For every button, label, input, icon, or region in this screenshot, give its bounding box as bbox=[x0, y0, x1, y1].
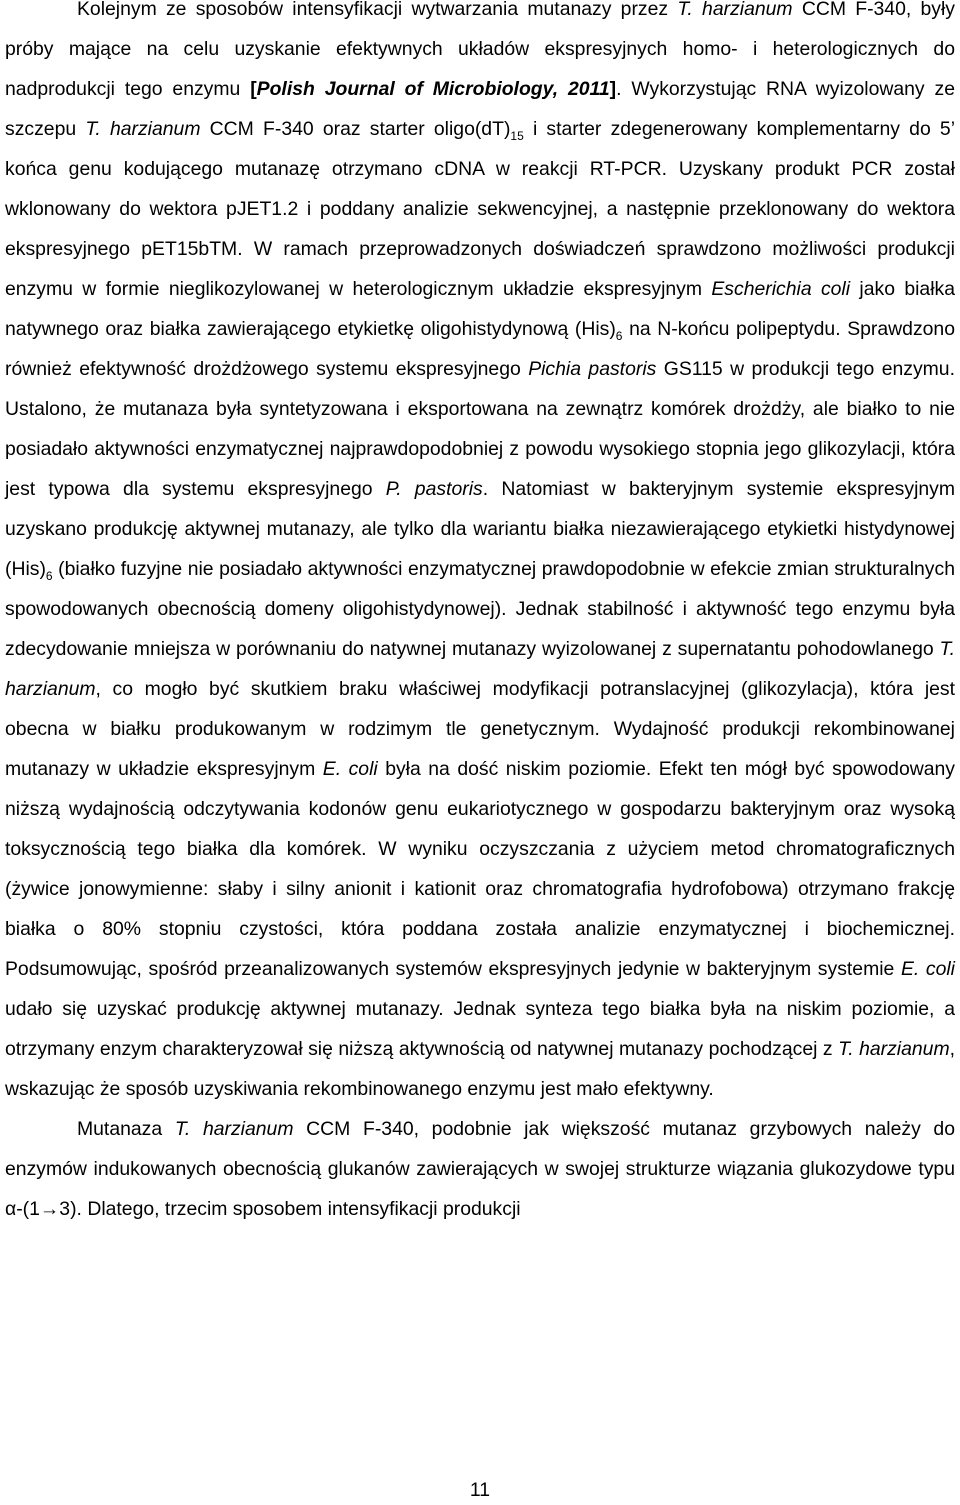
text-run: jako białka natywnego oraz białka zawierającego etykietkę oligohistydynową (His) bbox=[5, 278, 956, 340]
text-run: . Natomiast w bakteryjnym systemie ekspresyjnym uzyskano produkcję aktywnej mutanazy, ale tylko dla wariantu białka niezawierającego etykietki histydynowej (His) bbox=[5, 478, 956, 580]
text-run: CCM F-340, były próby mające na celu uzyskanie efektywnych układów ekspresyjnych homo- i heterologicznych do nadprodukcji tego enzymu bbox=[5, 0, 955, 100]
page-number: 11 bbox=[469, 1479, 491, 1501]
text-run: [ bbox=[250, 78, 257, 100]
text-run: udało się uzyskać produkcję aktywnej mutanazy. Jednak synteza tego białka była na niskim poziomie, a otrzymany enzym charakteryzował się niższą aktywnością od natywnej mutanazy pochodzącej z bbox=[5, 998, 955, 1060]
text-run: P. pastoris bbox=[385, 478, 483, 500]
citation: Polish Journal of Microbiology, 2011 bbox=[256, 78, 610, 100]
text-run: ] bbox=[609, 78, 617, 100]
text-run: Escherichia coli bbox=[711, 278, 851, 300]
text-run: T. harzianum bbox=[174, 1118, 294, 1140]
text-run: CCM F-340 oraz starter oligo(dT) bbox=[200, 118, 511, 140]
text-run: , wskazując że sposób uzyskiwania rekombinowanego enzymu jest mało efektywny. bbox=[5, 1038, 955, 1100]
text-run: i starter zdegenerowany komplementarny do 5’ końca genu kodującego mutanazę otrzymano cDNA w reakcji RT-PCR. Uzyskany produkt PCR został wklonowany do wektora pJET1.2 i poddany analizie sekwencyjnej, a następnie przeklonowany do wektora ekspresyjnego pET15bTM. W ramach przeprowadzonych doświadczeń sprawdzono możliwości produkcji enzymu w formie nieglikozylowanej w heterologicznym układzie ekspresyjnym bbox=[5, 118, 956, 300]
subscript: 6 bbox=[45, 568, 53, 583]
paragraph bbox=[5, 0, 955, 1109]
text-run: . Wykorzystując RNA wyizolowany ze szczepu bbox=[5, 78, 955, 140]
text-run: Mutanaza bbox=[77, 1118, 175, 1140]
text-run: na N-końcu polipeptydu. Sprawdzono również efektywność drożdżowego systemu ekspresyjnego bbox=[5, 318, 955, 380]
text-run: E. coli bbox=[900, 958, 955, 980]
text-run: T. harzianum bbox=[85, 118, 201, 140]
document-page bbox=[5, 0, 955, 1229]
text-run: , co mogło być skutkiem braku właściwej modyfikacji potranslacyjnej (glikozylacja), która jest obecna w białku produkowanym w rodzimym tle genetycznym. Wydajność produkcji rekombinowanej mutanazy w układzie ekspresyjnym bbox=[5, 678, 955, 780]
text-run: T. harzianum bbox=[5, 638, 955, 700]
text-run: była na dość niskim poziomie. Efekt ten mógł być spowodowany niższą wydajnością odczytywania kodonów genu eukariotycznego w gospodarzu bakteryjnym oraz wysoką toksycznością tego białka dla komórek. W wyniku oczyszczania z użyciem metod chromatograficznych (żywice jonowymienne: słaby i silny anionit i kationit oraz chromatografia hydrofobowa) otrzymano frakcję białka o 80% stopniu czystości, która poddana została analizie enzymatycznej i biochemicznej. Podsumowując, spośród przeanalizowanych systemów ekspresyjnych jedynie w bakteryjnym systemie bbox=[5, 758, 955, 980]
subscript: 15 bbox=[510, 128, 524, 143]
subscript: 6 bbox=[615, 328, 623, 343]
text-run: GS115 w produkcji tego enzymu. Ustalono, że mutanaza była syntetyzowana i eksportowana na zewnątrz komórek drożdży, ale białko to nie posiadało aktywności enzymatycznej najprawdopodobniej z powodu wysokiego stopnia jego glikozylacji, która jest typowa dla systemu ekspresyjnego bbox=[5, 358, 955, 500]
text-run: T. harzianum bbox=[838, 1038, 950, 1060]
text-run: (białko fuzyjne nie posiadało aktywności enzymatycznej prawdopodobnie w efekcie zmian strukturalnych spowodowanych obecnością domeny oligohistydynowej). Jednak stabilność i aktywność tego enzymu była zdecydowanie mniejsza w porównaniu do natywnej mutanazy wyizolowanej z supernatantu pohodowlanego bbox=[5, 558, 955, 660]
text-run: E. coli bbox=[322, 758, 378, 780]
text-run: Pichia pastoris bbox=[528, 358, 657, 380]
text-run: T. harzianum bbox=[677, 0, 793, 20]
text-run: Kolejnym ze sposobów intensyfikacji wytwarzania mutanazy przez bbox=[77, 0, 678, 20]
paragraph bbox=[5, 1109, 955, 1229]
text-run: CCM F-340, podobnie jak większość mutanaz grzybowych należy do enzymów indukowanych obecnością glukanów zawierających w swojej strukturze wiązania glukozydowe typu α-(1→3). Dlatego, trzecim sposobem intensyfikacji produkcji bbox=[5, 1118, 955, 1220]
